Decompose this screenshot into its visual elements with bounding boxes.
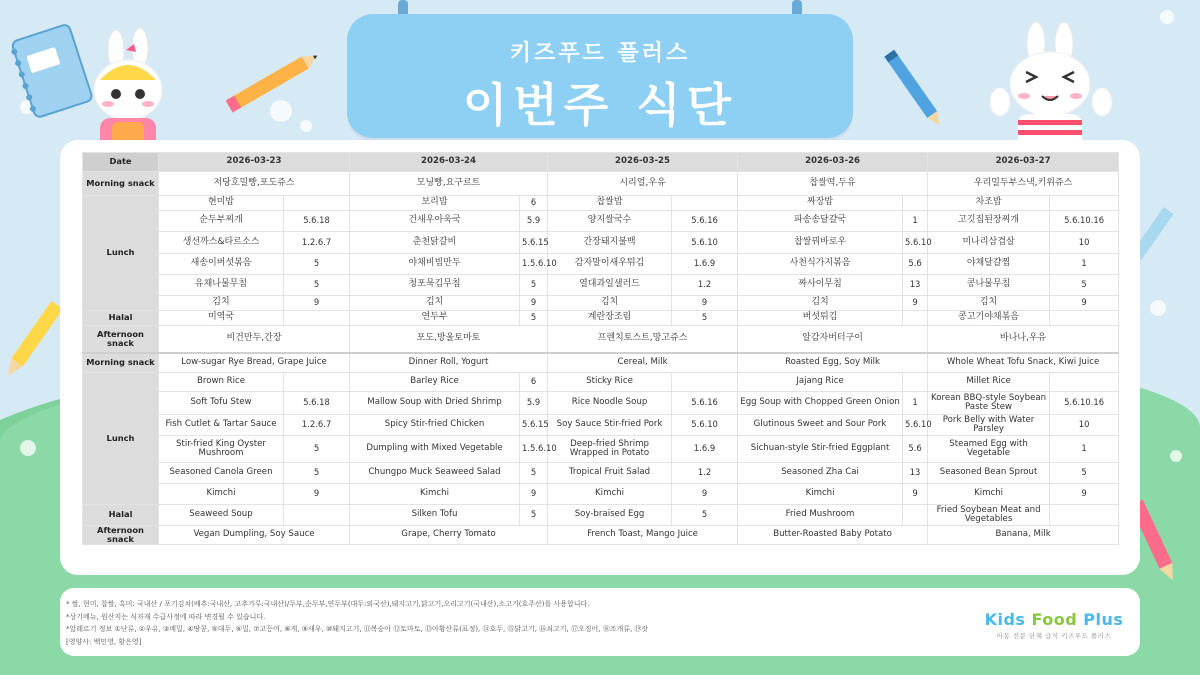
allergen-code-cell: 9	[672, 296, 738, 311]
menu-item-cell: Fish Cutlet & Tartar Sauce	[159, 415, 284, 436]
row-label: Lunch	[83, 196, 159, 311]
morning-cell: Low-sugar Rye Bread, Grape Juice	[159, 353, 350, 373]
afternoon-cell: Grape, Cherry Tomato	[350, 526, 548, 545]
lunch-row	[83, 296, 1119, 311]
allergen-code-cell: 1.5.6.10	[520, 436, 548, 463]
menu-item-cell: 양지쌀국수	[548, 211, 672, 232]
allergen-code-cell: 9	[284, 484, 350, 505]
menu-item-cell: Deep-fried Shrimp Wrapped in Potato	[548, 436, 672, 463]
allergen-code-cell: 9	[903, 484, 928, 505]
menu-item-cell: 열대과일샐러드	[548, 275, 672, 296]
menu-table	[82, 152, 1119, 545]
date-cell: 2026-03-27	[928, 153, 1119, 172]
allergen-code-cell: 6	[520, 373, 548, 392]
afternoon-cell: French Toast, Mango Juice	[548, 526, 738, 545]
allergen-code-cell: 1.2	[672, 463, 738, 484]
allergen-code-cell: 5	[672, 505, 738, 526]
afternoon-cell: Banana, Milk	[928, 526, 1119, 545]
allergen-code-cell: 10	[1050, 415, 1119, 436]
lunch-row	[83, 436, 1119, 463]
menu-item-cell: Mallow Soup with Dried Shrimp	[350, 392, 520, 415]
menu-item-cell: 간장돼지불백	[548, 232, 672, 254]
allergen-code-cell	[672, 373, 738, 392]
allergen-code-cell: 5.6.10	[672, 232, 738, 254]
allergen-code-cell: 1.2.6.7	[284, 415, 350, 436]
allergen-code-cell: 13	[903, 275, 928, 296]
menu-item-cell: 찹쌀꿔바로우	[738, 232, 903, 254]
morning-cell: 시리얼,우유	[548, 172, 738, 196]
allergen-code-cell	[903, 196, 928, 211]
afternoon-cell: 바나나,우유	[928, 326, 1119, 353]
menu-item-cell: 고깃집된장찌개	[928, 211, 1050, 232]
allergen-code-cell: 1.2	[672, 275, 738, 296]
menu-item-cell: Kimchi	[928, 484, 1050, 505]
lunch-row	[83, 232, 1119, 254]
allergen-code-cell	[903, 311, 928, 326]
afternoon-cell: 비건만두,간장	[159, 326, 350, 353]
allergen-code-cell: 5	[520, 311, 548, 326]
menu-item-cell: 순두부찌개	[159, 211, 284, 232]
menu-item-cell: 미역국	[159, 311, 284, 326]
menu-item-cell: Soy Sauce Stir-fried Pork	[548, 415, 672, 436]
allergen-code-cell: 9	[520, 296, 548, 311]
allergen-code-cell: 1.2.6.7	[284, 232, 350, 254]
menu-item-cell: Dumpling with Mixed Vegetable	[350, 436, 520, 463]
menu-item-cell: 짜사이무침	[738, 275, 903, 296]
menu-item-cell: Seasoned Zha Cai	[738, 463, 903, 484]
morning-cell: Dinner Roll, Yogurt	[350, 353, 548, 373]
note-change: *상기메뉴, 원산지는 식자재 수급사정에 따라 변경될 수 있습니다.	[66, 612, 266, 621]
row-label: Halal	[83, 311, 159, 326]
menu-item-cell: 현미밥	[159, 196, 284, 211]
menu-item-cell: Millet Rice	[928, 373, 1050, 392]
note-allergy: *알레르기 정보 ①난류, ②우유, ③메밀, ④땅콩, ⑤대두, ⑥밀, ⑦고등어, ⑧게, ⑨새우, ⑩돼지고기, ⑪복숭아 ⑫토마토, ⑬아황산류(표정), ⑭호두, ⑮닭고기, ⑯쇠고기, ⑰오징어, ⑱조개류, ⑲잣	[66, 625, 649, 633]
row-label: Morning snack	[83, 353, 159, 373]
menu-item-cell: 김치	[738, 296, 903, 311]
bubble-decoration	[1170, 450, 1182, 462]
allergen-code-cell: 5.6.18	[284, 392, 350, 415]
menu-item-cell: Silken Tofu	[350, 505, 520, 526]
date-cell: 2026-03-23	[159, 153, 350, 172]
menu-item-cell: Kimchi	[548, 484, 672, 505]
brand-name	[984, 610, 1124, 629]
allergen-code-cell: 5.9	[520, 211, 548, 232]
lunch-row	[83, 392, 1119, 415]
allergen-code-cell: 1.6.9	[672, 254, 738, 275]
menu-item-cell: Fried Mushroom	[738, 505, 903, 526]
allergen-code-cell: 5.6.15	[520, 232, 548, 254]
allergen-code-cell: 5	[520, 505, 548, 526]
allergen-code-cell: 9	[520, 484, 548, 505]
menu-item-cell: Fried Soybean Meat and Vegetables	[928, 505, 1050, 526]
allergen-code-cell: 13	[903, 463, 928, 484]
allergen-code-cell: 5	[284, 275, 350, 296]
allergen-code-cell: 9	[1050, 296, 1119, 311]
menu-item-cell: Kimchi	[738, 484, 903, 505]
halal-row	[83, 311, 1119, 326]
allergen-code-cell	[284, 311, 350, 326]
menu-item-cell: Soy-braised Egg	[548, 505, 672, 526]
menu-item-cell: Seasoned Bean Sprout	[928, 463, 1050, 484]
morning-cell: 찹쌀떡,두유	[738, 172, 928, 196]
menu-item-cell: 파송송달걀국	[738, 211, 903, 232]
allergen-code-cell: 5.9	[520, 392, 548, 415]
row-label: Lunch	[83, 373, 159, 505]
allergen-code-cell: 5.6.10	[672, 415, 738, 436]
lunch-row	[83, 373, 1119, 392]
brand-tagline: 아동 전문 단체 급식 키즈푸드 플러스	[996, 632, 1112, 640]
menu-item-cell: 짜장밥	[738, 196, 903, 211]
lunch-row	[83, 484, 1119, 505]
allergen-code-cell	[284, 196, 350, 211]
menu-item-cell: 미나리삼겹살	[928, 232, 1050, 254]
allergen-code-cell	[284, 373, 350, 392]
allergen-code-cell: 9	[672, 484, 738, 505]
morning-cell: Roasted Egg, Soy Milk	[738, 353, 928, 373]
menu-item-cell: 김치	[928, 296, 1050, 311]
menu-item-cell: Egg Soup with Chopped Green Onion	[738, 392, 903, 415]
morning-cell: 저당호밀빵,포도쥬스	[159, 172, 350, 196]
halal-row	[83, 505, 1119, 526]
morning-snack-row	[83, 353, 1119, 373]
menu-item-cell: Barley Rice	[350, 373, 520, 392]
lunch-row	[83, 211, 1119, 232]
afternoon-snack-row	[83, 526, 1119, 545]
allergen-code-cell	[672, 196, 738, 211]
menu-item-cell: 콩고기야채볶음	[928, 311, 1050, 326]
allergen-code-cell	[1050, 373, 1119, 392]
allergen-code-cell: 5	[284, 254, 350, 275]
pencil-illustration	[220, 45, 330, 115]
menu-item-cell: Kimchi	[159, 484, 284, 505]
bunny-right-illustration	[982, 22, 1122, 150]
morning-cell: 모닝빵,요구르트	[350, 172, 548, 196]
menu-item-cell: Pork Belly with Water Parsley	[928, 415, 1050, 436]
row-label: Afternoon snack	[83, 526, 159, 545]
morning-cell: Cereal, Milk	[548, 353, 738, 373]
allergen-code-cell	[1050, 311, 1119, 326]
menu-item-cell: Spicy Stir-fried Chicken	[350, 415, 520, 436]
brand-name-kids: Kids	[984, 610, 1026, 629]
menu-item-cell: 감자말이새우튀김	[548, 254, 672, 275]
bubble-decoration	[1150, 300, 1166, 316]
allergen-code-cell: 5.6.10.16	[1050, 392, 1119, 415]
allergen-code-cell: 6	[520, 196, 548, 211]
brand-name-plus: Plus	[1083, 610, 1124, 629]
pencil-illustration	[870, 40, 960, 140]
menu-item-cell: 야채달걀찜	[928, 254, 1050, 275]
allergen-code-cell: 5.6.10.16	[1050, 211, 1119, 232]
allergen-code-cell	[903, 505, 928, 526]
allergen-code-cell: 5.6	[903, 436, 928, 463]
note-origin: * 쌀, 현미, 찹쌀, 흑미: 국내산 / 포기김치(배추:국내산, 고추가루:국내산)/두부,순두부,연두부(대두:외국산),돼지고기,닭고기,오리고기(국내산),소고기(호주산)를 사용합니다.	[66, 600, 590, 608]
allergen-code-cell	[1050, 505, 1119, 526]
allergen-code-cell: 5.6.10	[903, 415, 928, 436]
menu-item-cell: Stir-fried King Oyster Mushroom	[159, 436, 284, 463]
lunch-row	[83, 463, 1119, 484]
allergen-code-cell	[1050, 196, 1119, 211]
menu-item-cell: 김치	[548, 296, 672, 311]
allergen-code-cell: 5.6.10	[903, 232, 928, 254]
afternoon-cell: Vegan Dumpling, Soy Sauce	[159, 526, 350, 545]
afternoon-cell: 알감자버터구이	[738, 326, 928, 353]
menu-item-cell: 찹쌀밥	[548, 196, 672, 211]
allergen-code-cell: 1	[1050, 254, 1119, 275]
brand-logo	[984, 610, 1124, 640]
allergen-code-cell: 5.6.16	[672, 392, 738, 415]
bubble-decoration	[1160, 10, 1174, 24]
morning-snack-row	[83, 172, 1119, 196]
menu-item-cell: Tropical Fruit Salad	[548, 463, 672, 484]
menu-item-cell: 콩나물무침	[928, 275, 1050, 296]
lunch-row	[83, 254, 1119, 275]
menu-item-cell: 계란장조림	[548, 311, 672, 326]
menu-item-cell: Steamed Egg with Vegetable	[928, 436, 1050, 463]
allergen-code-cell: 5	[284, 436, 350, 463]
footer-notes	[66, 598, 946, 648]
menu-item-cell: 새송이버섯볶음	[159, 254, 284, 275]
allergen-code-cell: 5	[1050, 275, 1119, 296]
menu-item-cell: Rice Noodle Soup	[548, 392, 672, 415]
note-dietitian: [영양사: 백민영, 황은영]	[66, 637, 142, 646]
row-label: Afternoon snack	[83, 326, 159, 353]
allergen-code-cell: 1	[1050, 436, 1119, 463]
menu-item-cell: Glutinous Sweet and Sour Pork	[738, 415, 903, 436]
bubble-decoration	[300, 120, 312, 132]
menu-item-cell: 차조밥	[928, 196, 1050, 211]
menu-item-cell: Seaweed Soup	[159, 505, 284, 526]
menu-item-cell: 유채나물무침	[159, 275, 284, 296]
allergen-code-cell: 9	[1050, 484, 1119, 505]
allergen-code-cell: 5	[672, 311, 738, 326]
row-label: Morning snack	[83, 172, 159, 196]
menu-item-cell: Seasoned Canola Green	[159, 463, 284, 484]
page-title: 이번주 식단	[462, 78, 738, 132]
allergen-code-cell: 10	[1050, 232, 1119, 254]
lunch-row	[83, 196, 1119, 211]
date-cell: 2026-03-24	[350, 153, 548, 172]
morning-cell: Whole Wheat Tofu Snack, Kiwi Juice	[928, 353, 1119, 373]
lunch-row	[83, 415, 1119, 436]
allergen-code-cell: 5.6.18	[284, 211, 350, 232]
afternoon-cell: 포도,방울토마토	[350, 326, 548, 353]
allergen-code-cell: 5	[520, 275, 548, 296]
allergen-code-cell: 1	[903, 392, 928, 415]
afternoon-cell: 프렌치토스트,망고쥬스	[548, 326, 738, 353]
crayon-illustration	[4, 290, 64, 390]
menu-item-cell: 보리밥	[350, 196, 520, 211]
allergen-code-cell: 5.6	[903, 254, 928, 275]
afternoon-cell: Butter-Roasted Baby Potato	[738, 526, 928, 545]
menu-item-cell: Chungpo Muck Seaweed Salad	[350, 463, 520, 484]
allergen-code-cell: 5	[1050, 463, 1119, 484]
allergen-code-cell: 5	[284, 463, 350, 484]
brand-name-food: Food	[1031, 610, 1078, 629]
menu-item-cell: Sichuan-style Stir-fried Eggplant	[738, 436, 903, 463]
allergen-code-cell: 9	[903, 296, 928, 311]
menu-item-cell: Sticky Rice	[548, 373, 672, 392]
bunny-left-illustration	[78, 30, 188, 150]
header-subtitle: 키즈푸드 플러스	[509, 41, 691, 66]
menu-item-cell: Jajang Rice	[738, 373, 903, 392]
allergen-code-cell: 5	[520, 463, 548, 484]
allergen-code-cell: 5.6.16	[672, 211, 738, 232]
menu-item-cell: 야채비빔만두	[350, 254, 520, 275]
menu-item-cell: 버섯튀김	[738, 311, 903, 326]
menu-item-cell: Korean BBQ-style Soybean Paste Stew	[928, 392, 1050, 415]
menu-item-cell: 사천식가지볶음	[738, 254, 903, 275]
allergen-code-cell	[284, 505, 350, 526]
allergen-code-cell: 1.6.9	[672, 436, 738, 463]
menu-item-cell: Soft Tofu Stew	[159, 392, 284, 415]
date-cell: 2026-03-25	[548, 153, 738, 172]
date-row	[83, 153, 1119, 172]
menu-item-cell: 청포묵김무침	[350, 275, 520, 296]
allergen-code-cell: 1.5.6.10	[520, 254, 548, 275]
header-sign	[347, 14, 853, 138]
menu-item-cell: 생선까스&타르소스	[159, 232, 284, 254]
menu-item-cell: 김치	[159, 296, 284, 311]
row-label: Halal	[83, 505, 159, 526]
menu-item-cell: Brown Rice	[159, 373, 284, 392]
allergen-code-cell: 5.6.15	[520, 415, 548, 436]
morning-cell: 우리밀두부스낵,키위쥬스	[928, 172, 1119, 196]
allergen-code-cell: 9	[284, 296, 350, 311]
menu-item-cell: 춘천닭갈비	[350, 232, 520, 254]
afternoon-snack-row	[83, 326, 1119, 353]
allergen-code-cell	[903, 373, 928, 392]
menu-item-cell: 김치	[350, 296, 520, 311]
menu-table-body	[83, 153, 1119, 545]
date-cell: 2026-03-26	[738, 153, 928, 172]
menu-item-cell: 건새우아욱국	[350, 211, 520, 232]
lunch-row	[83, 275, 1119, 296]
menu-item-cell: 연두부	[350, 311, 520, 326]
allergen-code-cell: 1	[903, 211, 928, 232]
date-label: Date	[83, 153, 159, 172]
menu-item-cell: Kimchi	[350, 484, 520, 505]
bubble-decoration	[20, 440, 36, 456]
